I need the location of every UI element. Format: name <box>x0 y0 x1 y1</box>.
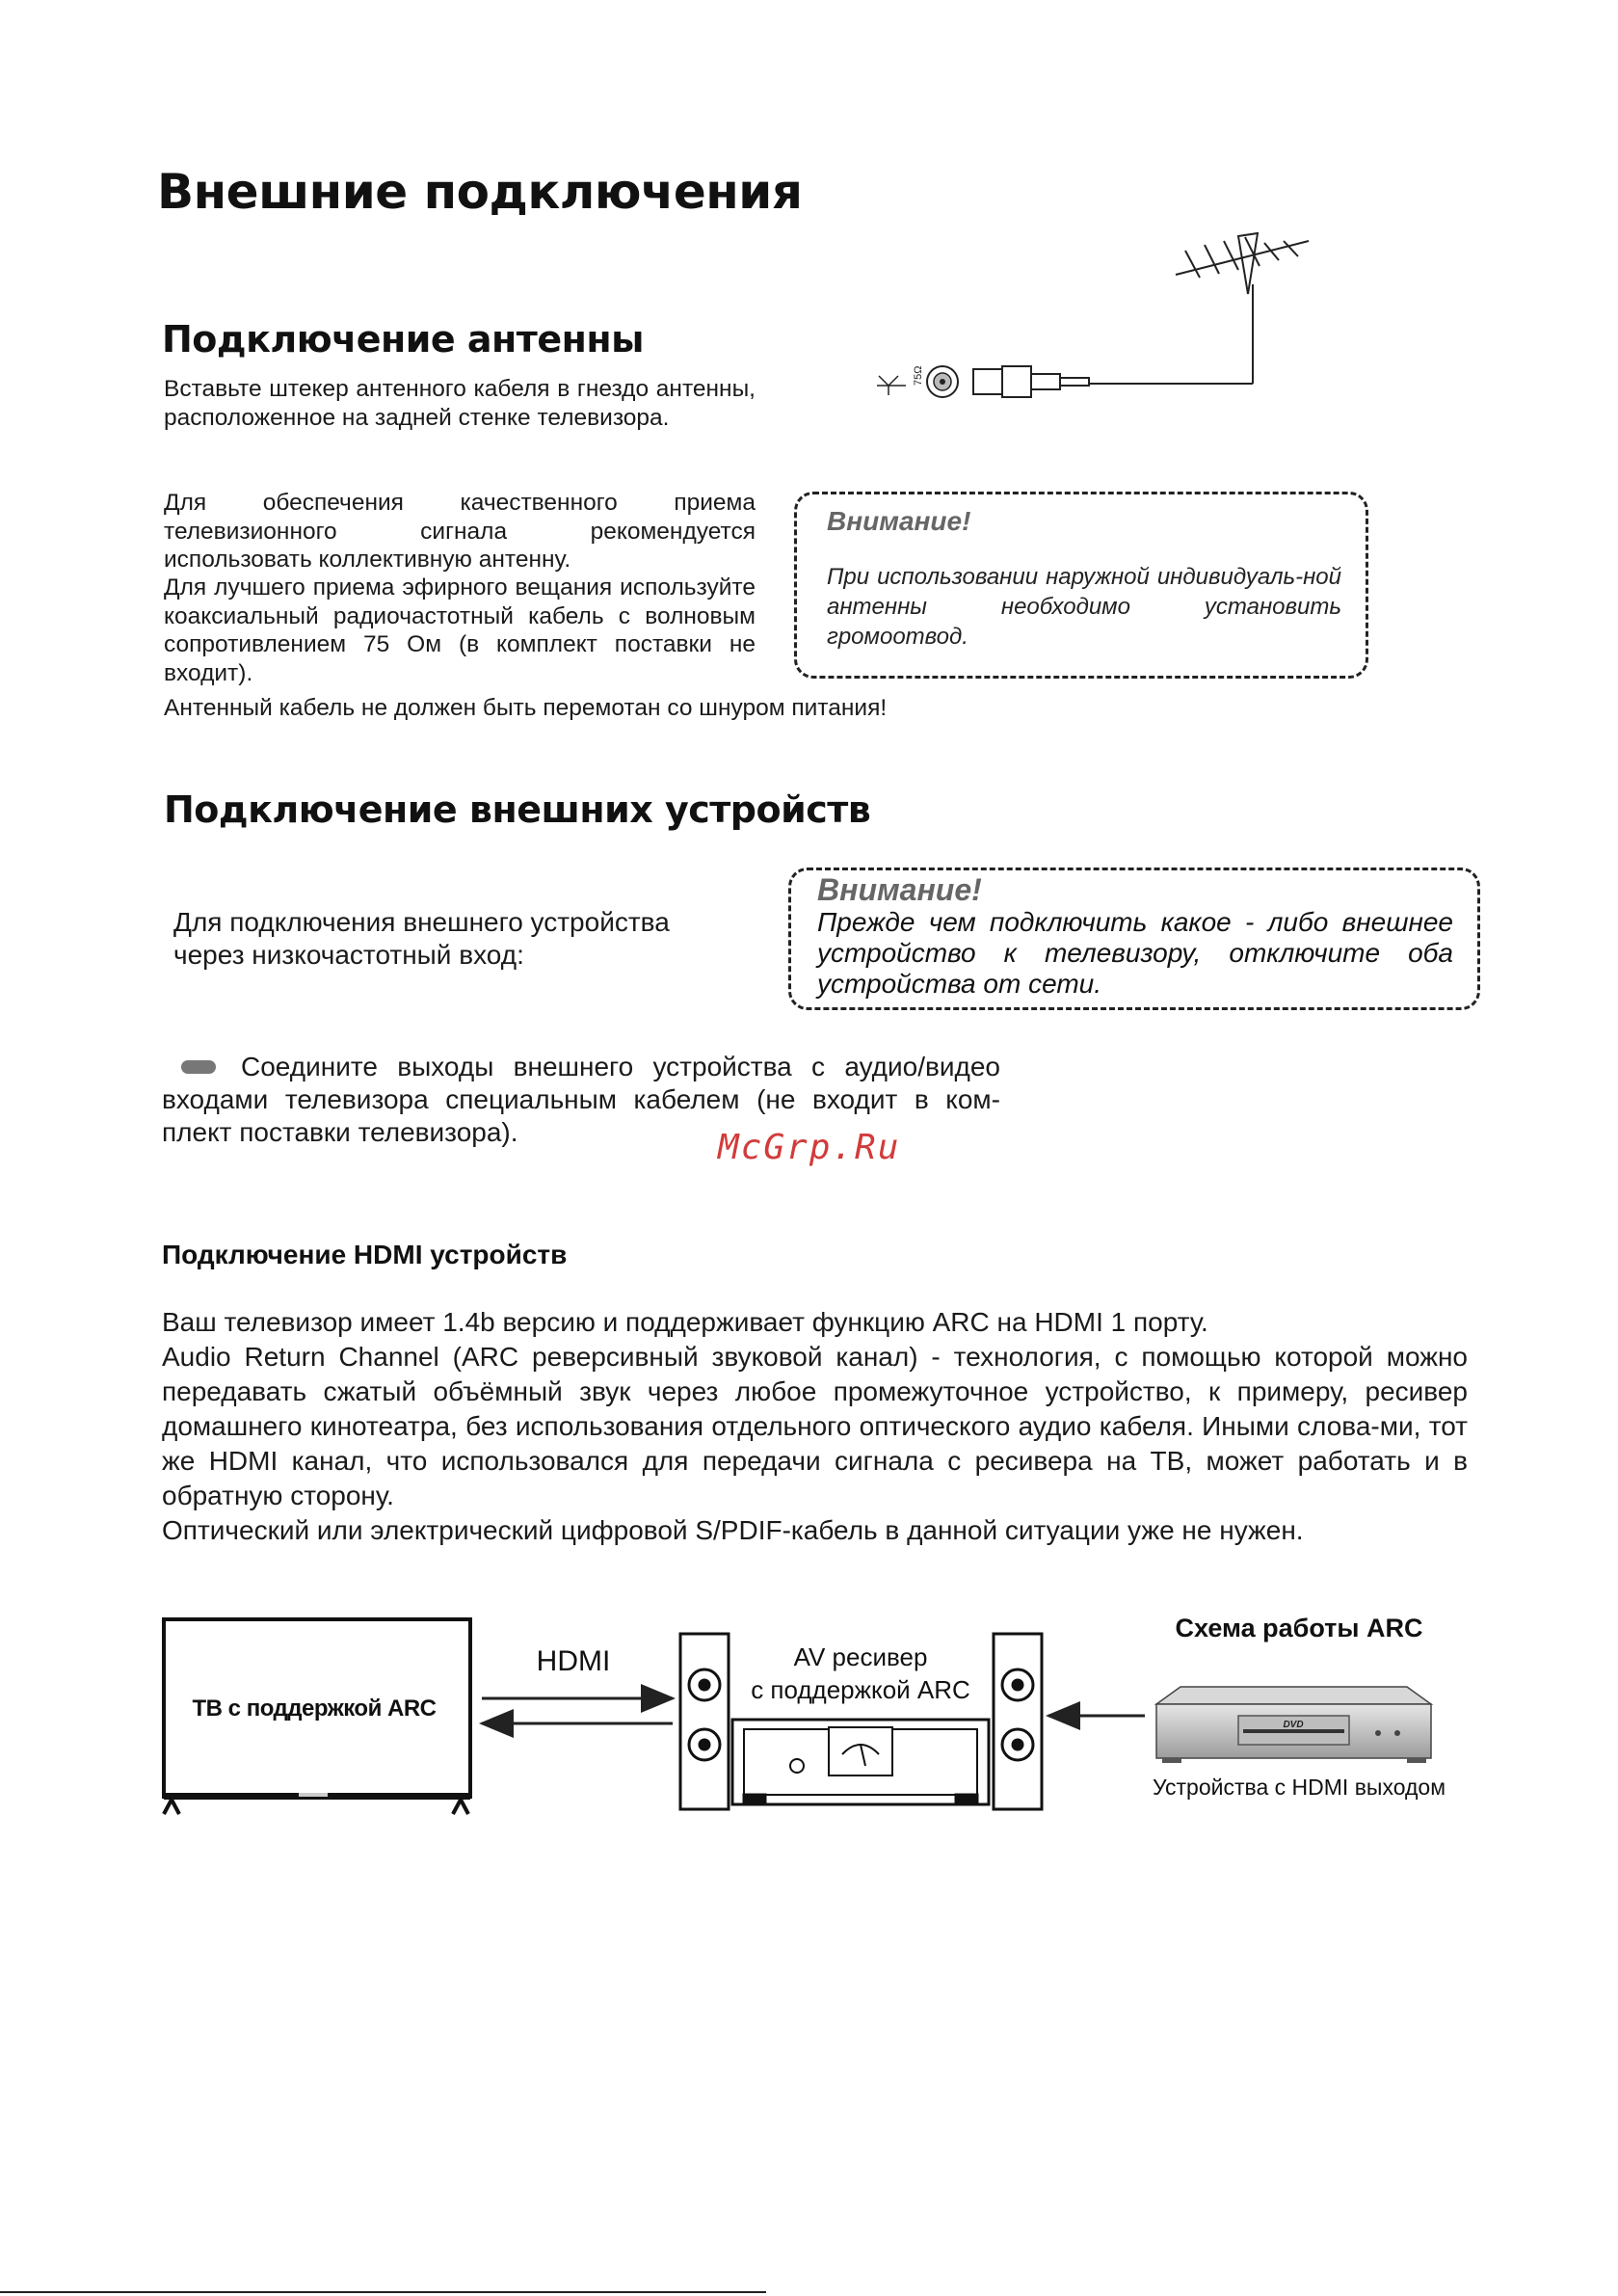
antenna-para-4: Антенный кабель не должен быть перемотан со шнуром питания! <box>164 695 888 721</box>
hdmi-label: HDMI <box>536 1645 611 1677</box>
socket-impedance-label: 75Ω <box>913 365 924 386</box>
coax-plug-icon <box>973 366 1089 397</box>
external-warning-box <box>788 868 1480 1010</box>
hdmi-heading: Подключение HDMI устройств <box>162 1240 568 1269</box>
tv-label: ТВ с поддержкой ARC <box>192 1695 437 1722</box>
antenna-illustration <box>867 231 1311 414</box>
antenna-para-3: Для лучшего приема эфирного вещания используйте коаксиальный радиочастотный кабель с волновым сопротивлением 75 Ом (в комплект поставки не входит). <box>164 574 756 686</box>
arc-diagram <box>154 1600 1484 1831</box>
antenna-para-2: Для обеспечения качественного приема телевизионного сигнала рекомендуется использовать коллективную антенну. <box>164 490 756 573</box>
right-speaker-icon <box>994 1634 1042 1809</box>
antenna-warning-title: Внимание! <box>827 506 971 536</box>
external-heading: Подключение внешних устройств <box>164 788 871 831</box>
hdmi-line-1: Ваш телевизор имеет 1.4b версию и поддерживает функцию ARC на HDMI 1 порту. <box>162 1307 1208 1337</box>
dvd-logo: DVD <box>1283 1720 1304 1730</box>
receiver-label-1: AV ресивер <box>793 1642 928 1671</box>
device-label: Устройства с HDMI выходом <box>1152 1775 1446 1800</box>
av-receiver-icon <box>732 1720 989 1804</box>
hdmi-last-line: Оптический или электрический цифровой S/PDIF-кабель в данной ситуации уже не нужен. <box>162 1515 1304 1545</box>
hdmi-paragraph: Audio Return Channel (ARC реверсивный звуковой канал) - технология, с помощью которой можно передавать сжатый объёмный звук через любое промежуточное устройство, к примеру, ресивер домашнего кинотеатра, без использования отдельного оптического аудио кабеля. Иными слова-ми, тот же HDMI канал, что использовался для передачи сигнала с ресивера на ТВ, может работать и в обратную сторону. <box>162 1342 1468 1510</box>
external-warning-title: Внимание! <box>817 872 982 907</box>
antenna-para-1: Вставьте штекер антенного кабеля в гнездо антенны, расположенное на задней стенке телевизора. <box>164 376 756 431</box>
bottom-rule <box>0 2291 766 2293</box>
antenna-icon <box>1089 233 1309 384</box>
antenna-warning-box <box>794 492 1368 679</box>
external-intro: Для подключения внешнего устройства через низкочастотный вход: <box>173 907 670 970</box>
receiver-label-2: с поддержкой ARC <box>751 1675 970 1704</box>
antenna-warning-text: При использовании наружной индивидуаль-ной антенны необходимо установить громоотвод. <box>827 564 1341 650</box>
external-warning-text: Прежде чем подключить какое - либо внешнее устройство к телевизору, отключите оба устройства от сети. <box>817 907 1453 999</box>
antenna-heading: Подключение антенны <box>162 318 644 360</box>
left-speaker-icon <box>680 1634 729 1809</box>
page-title: Внешние подключения <box>157 164 803 220</box>
external-step: Соедините выходы внешнего устройства с аудио/видео входами телевизора специальным кабелем (не входит в ком-плект поставки телевизора). <box>162 1052 1000 1147</box>
watermark: McGrp.Ru <box>718 1128 901 1167</box>
scheme-title: Схема работы ARC <box>1175 1614 1423 1642</box>
